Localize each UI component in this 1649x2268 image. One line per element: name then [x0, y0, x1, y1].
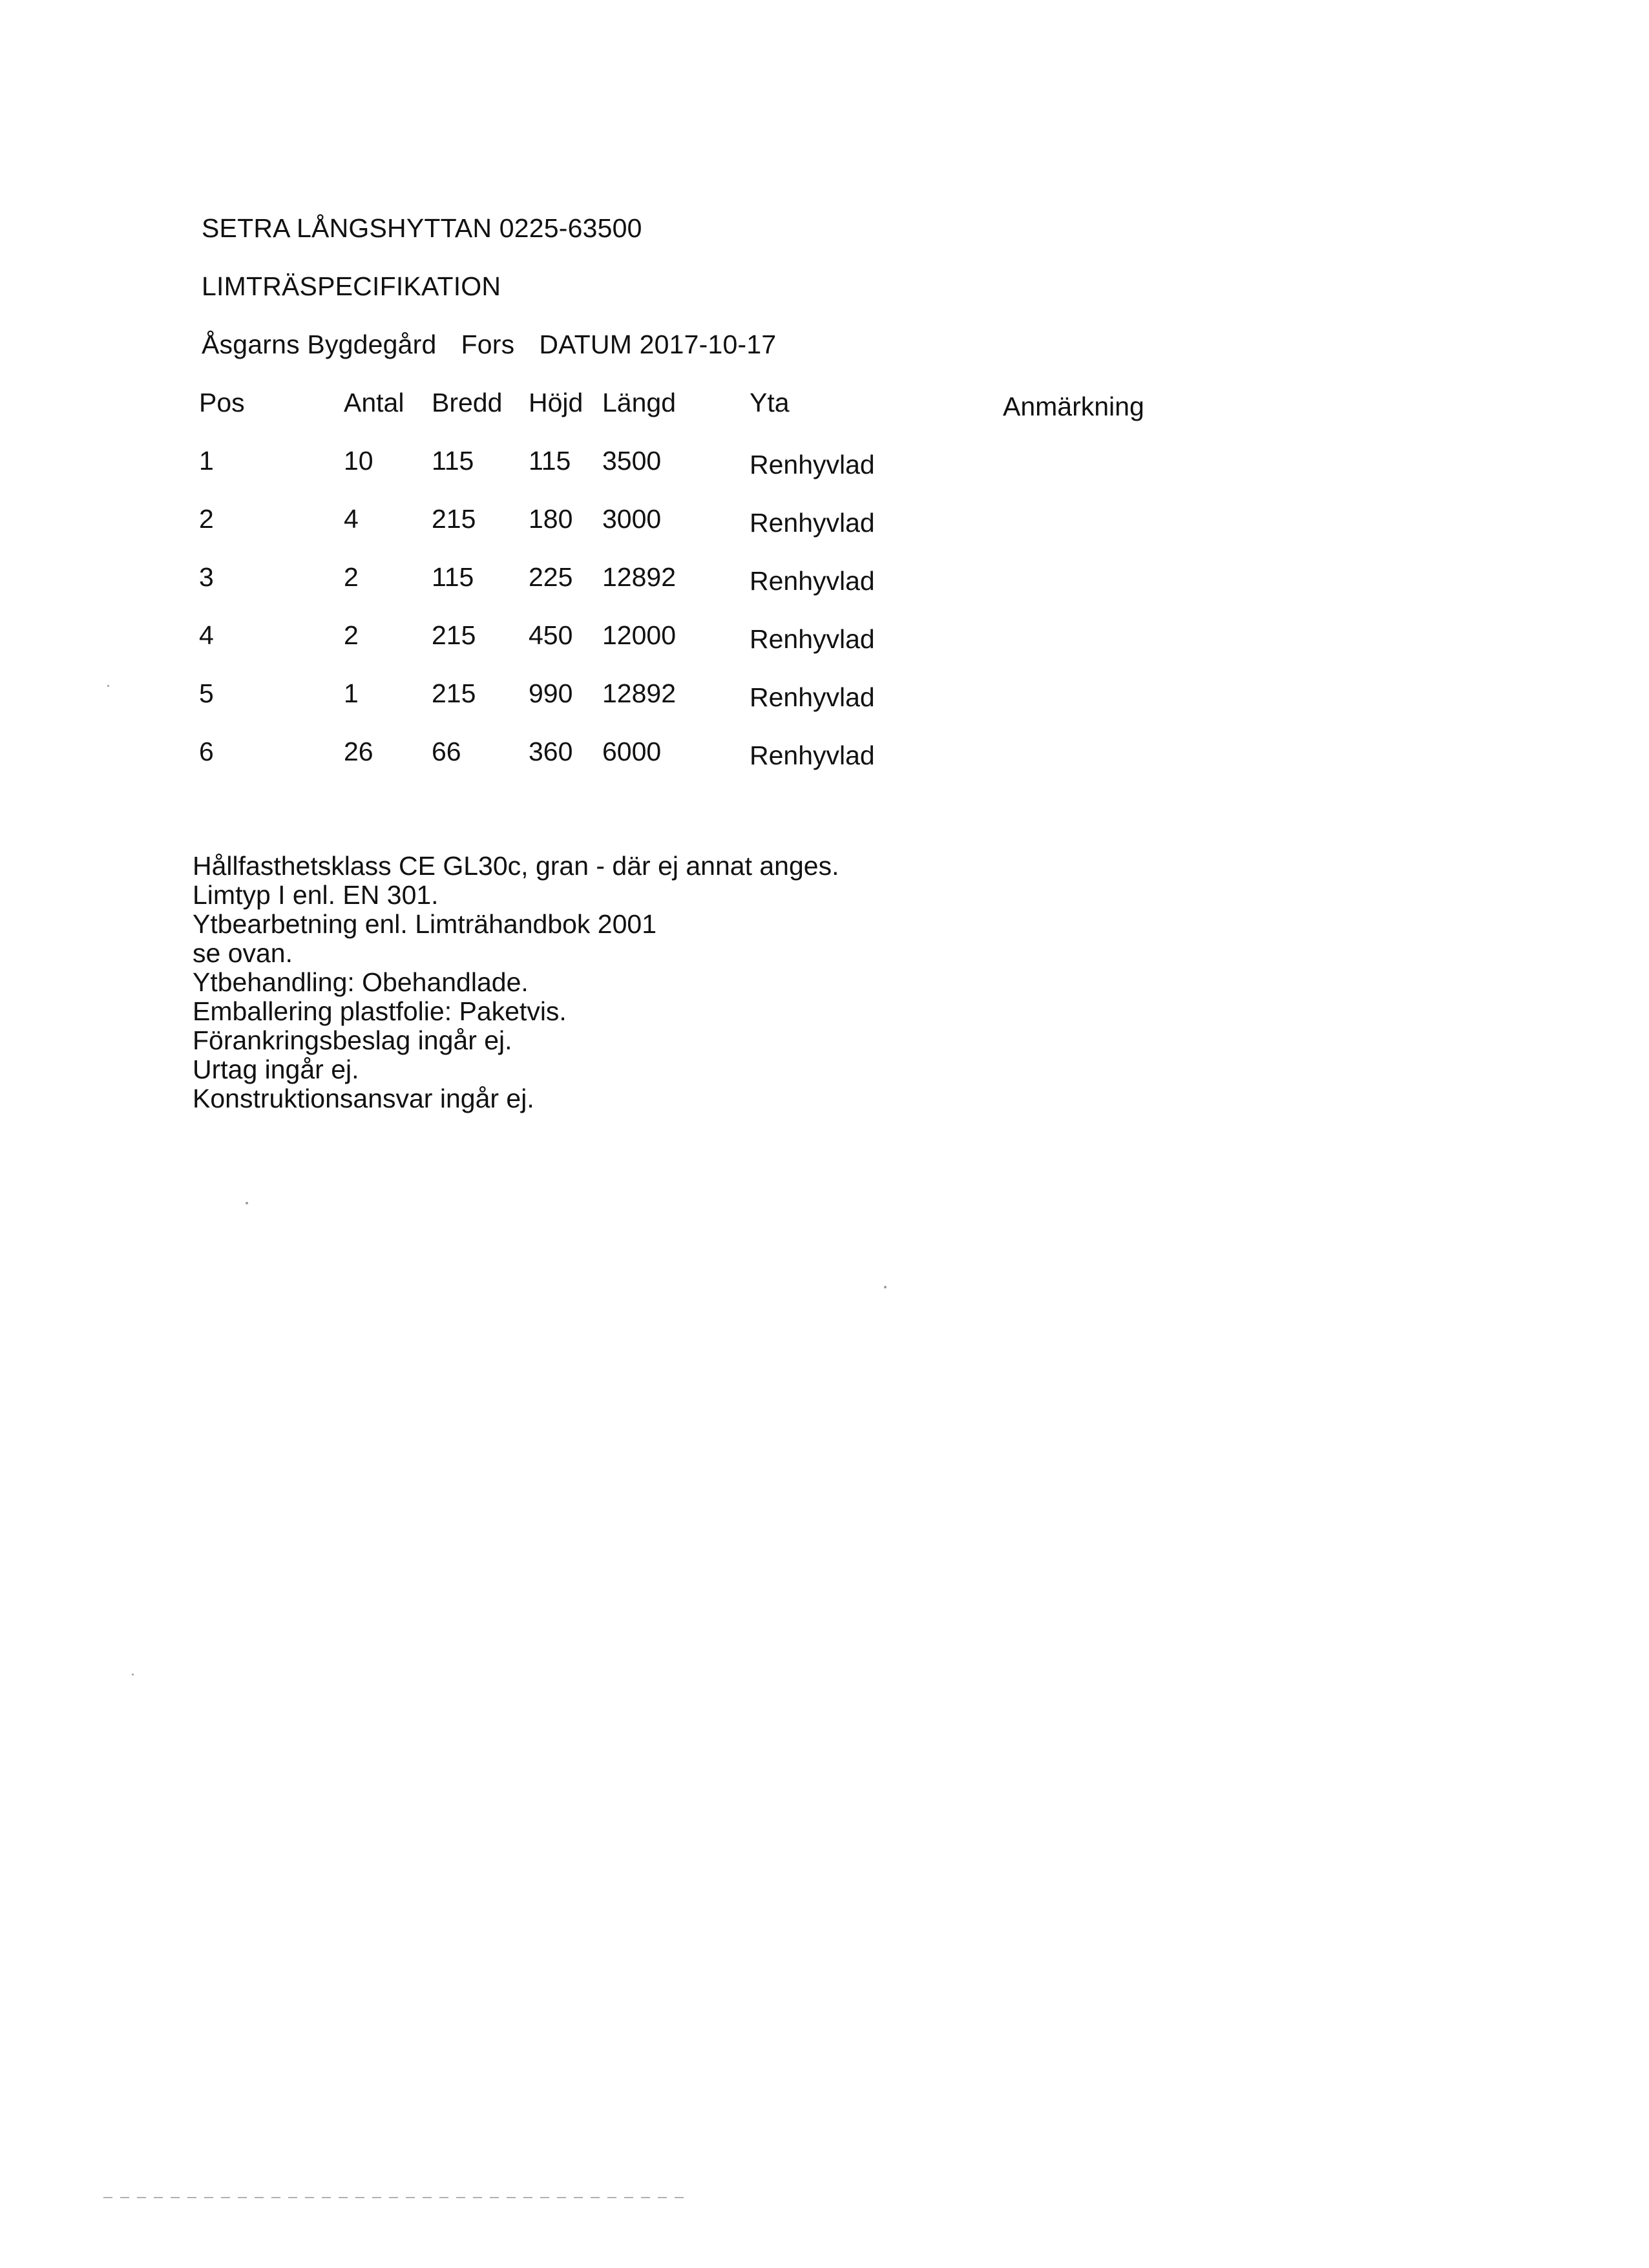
- table-cell-langd: 12000: [602, 620, 677, 650]
- scan-speck: [884, 1286, 887, 1288]
- notes-block: [193, 852, 839, 1113]
- table-cell-pos: 1: [199, 446, 214, 476]
- table-cell-bredd: 215: [432, 620, 476, 650]
- note-line: Limtyp I enl. EN 301.: [193, 880, 439, 910]
- table-cell-hojd: 450: [529, 620, 573, 650]
- table-cell-hojd: 180: [529, 504, 573, 534]
- table-cell-hojd: 990: [529, 678, 573, 708]
- table-cell-bredd: 66: [432, 737, 461, 766]
- company-line: SETRA LÅNGSHYTTAN 0225-63500: [202, 213, 642, 243]
- table-cell-yta: Renhyvlad: [750, 566, 875, 596]
- scan-speck: [132, 1674, 134, 1675]
- table-cell-yta: Renhyvlad: [750, 450, 875, 479]
- table-cell-pos: 3: [199, 562, 214, 592]
- note-line: Förankringsbeslag ingår ej.: [193, 1025, 512, 1055]
- table-cell-antal: 2: [344, 562, 359, 592]
- table-cell-antal: 26: [344, 737, 373, 766]
- table-cell-hojd: 360: [529, 737, 573, 766]
- table-cell-langd: 12892: [602, 562, 677, 592]
- table-cell-pos: 6: [199, 737, 214, 766]
- column-header-yta: Yta: [750, 388, 790, 417]
- table-cell-langd: 3000: [602, 504, 662, 534]
- note-line: se ovan.: [193, 938, 293, 968]
- table-cell-langd: 12892: [602, 678, 677, 708]
- table-cell-yta: Renhyvlad: [750, 508, 875, 538]
- table-cell-langd: 6000: [602, 737, 662, 766]
- table-cell-bredd: 115: [432, 562, 474, 592]
- column-header-anmarkning: Anmärkning: [1003, 392, 1144, 421]
- note-line: Ytbearbetning enl. Limträhandbok 2001: [193, 909, 657, 939]
- scan-speck: [246, 1202, 248, 1204]
- table-cell-bredd: 215: [432, 678, 476, 708]
- note-line: Konstruktionsansvar ingår ej.: [193, 1084, 534, 1113]
- table-cell-antal: 10: [344, 446, 373, 476]
- project-line: [202, 330, 776, 360]
- table-cell-hojd: 225: [529, 562, 573, 592]
- table-cell-pos: 2: [199, 504, 214, 534]
- note-line: Ytbehandling: Obehandlade.: [193, 967, 529, 997]
- document-title: LIMTRÄSPECIFIKATION: [202, 271, 501, 301]
- table-cell-antal: 2: [344, 620, 359, 650]
- table-cell-bredd: 115: [432, 446, 474, 476]
- table-cell-yta: Renhyvlad: [750, 740, 875, 770]
- column-header-langd: Längd: [602, 388, 677, 417]
- note-line: Hållfasthetsklass CE GL30c, gran - där ej annat anges.: [193, 851, 839, 881]
- table-cell-antal: 4: [344, 504, 359, 534]
- document-date: DATUM 2017-10-17: [539, 330, 777, 359]
- table-cell-yta: Renhyvlad: [750, 624, 875, 654]
- table-cell-antal: 1: [344, 678, 359, 708]
- note-line: Emballering plastfolie: Paketvis.: [193, 996, 567, 1026]
- table-cell-bredd: 215: [432, 504, 476, 534]
- scan-speck: [107, 685, 109, 687]
- column-header-bredd: Bredd: [432, 388, 503, 417]
- project-name: Åsgarns Bygdegård: [202, 330, 437, 359]
- column-header-hojd: Höjd: [529, 388, 583, 417]
- note-line: Urtag ingår ej.: [193, 1055, 359, 1084]
- table-cell-hojd: 115: [529, 446, 571, 476]
- project-place: Fors: [461, 330, 515, 359]
- table-cell-pos: 5: [199, 678, 214, 708]
- table-cell-langd: 3500: [602, 446, 662, 476]
- table-cell-pos: 4: [199, 620, 214, 650]
- column-header-pos: Pos: [199, 388, 245, 417]
- scan-edge-line: [103, 2197, 685, 2198]
- column-header-antal: Antal: [344, 388, 404, 417]
- table-cell-yta: Renhyvlad: [750, 682, 875, 712]
